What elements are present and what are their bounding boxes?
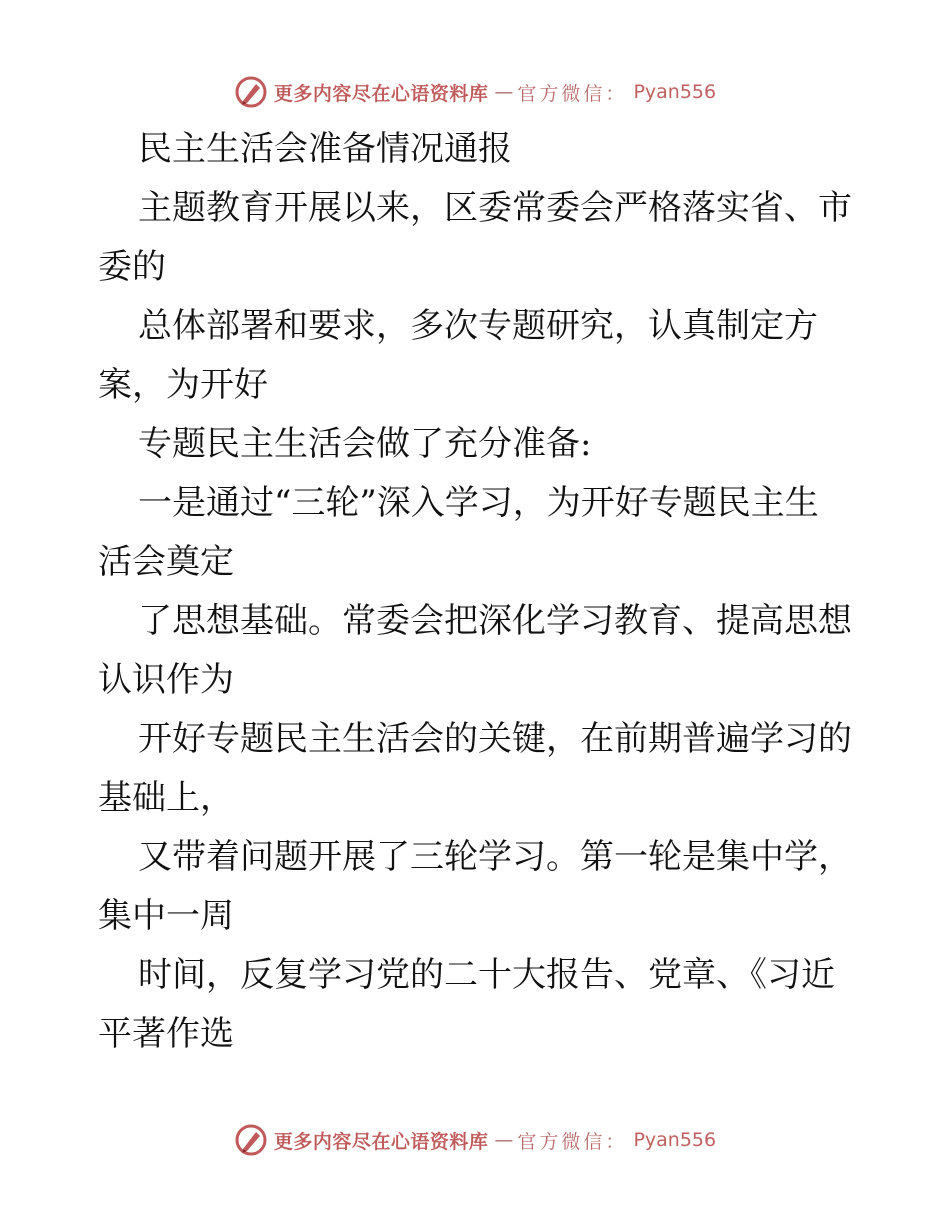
watermark-text: 更多内容尽在心语资料库 xyxy=(273,82,489,105)
watermark-wechat-id: Pyan556 xyxy=(633,81,717,103)
document-line: 基础上， xyxy=(98,778,234,818)
document-line: 认识作为 xyxy=(98,660,234,700)
document-line: 一是通过“三轮”深入学习，为开好专题民主生 xyxy=(138,483,819,523)
document-line: 专题民主生活会做了充分准备: xyxy=(138,424,592,464)
pen-logo-icon xyxy=(234,75,268,109)
document-line: 平著作选 xyxy=(98,1014,234,1054)
document-line: 了思想基础。常委会把深化学习教育、提高思想 xyxy=(138,601,852,641)
watermark-official-label: 官方微信： xyxy=(517,1130,628,1153)
document-line: 民主生活会准备情况通报 xyxy=(138,129,512,169)
document-line: 集中一周 xyxy=(98,896,234,936)
document-line: 主题教育开展以来，区委常委会严格落实省、市 xyxy=(138,188,852,228)
watermark-footer xyxy=(0,1120,950,1160)
watermark-wechat-id: Pyan556 xyxy=(633,1129,717,1151)
watermark-text: 更多内容尽在心语资料库 xyxy=(273,1130,489,1153)
document-line: 总体部署和要求，多次专题研究，认真制定方 xyxy=(138,306,818,346)
document-line: 开好专题民主生活会的关键，在前期普遍学习的 xyxy=(138,719,852,759)
document-line: 案，为开好 xyxy=(98,365,268,405)
watermark-official-label: 官方微信： xyxy=(517,82,628,105)
watermark-separator: — xyxy=(494,81,512,103)
document-line: 又带着问题开展了三轮学习。第一轮是集中学， xyxy=(138,837,852,877)
watermark-header xyxy=(0,72,950,112)
document-line: 委的 xyxy=(98,247,166,287)
watermark-separator: — xyxy=(494,1129,512,1151)
document-line: 时间，反复学习党的二十大报告、党章、《习近 xyxy=(138,955,835,995)
document-body xyxy=(98,120,858,1064)
pen-logo-icon xyxy=(234,1123,268,1157)
document-line: 活会奠定 xyxy=(98,542,234,582)
